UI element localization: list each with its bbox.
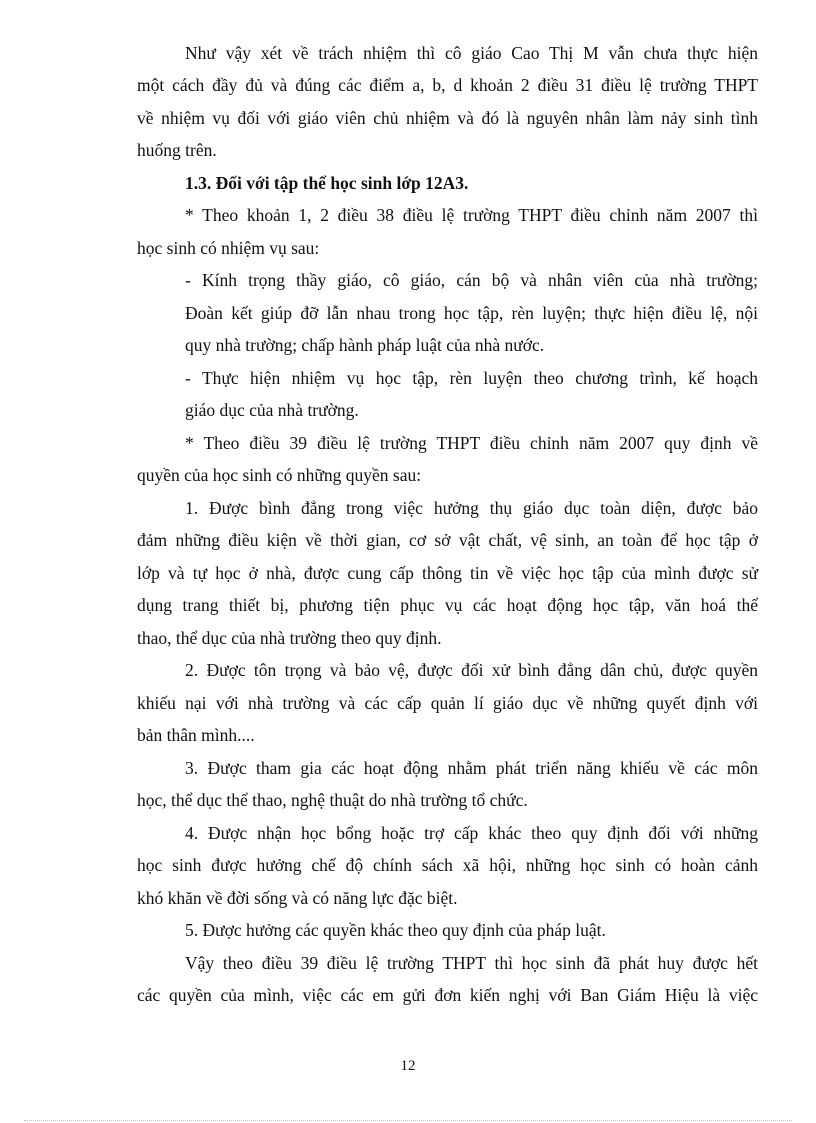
text-line: khiếu nại với nhà trường và các cấp quản lí giáo dục về những quyết định với [137, 693, 758, 713]
text-line: * Theo khoản 1, 2 điều 38 điều lệ trường THPT điều chỉnh năm 2007 thì [185, 205, 758, 225]
text-line: một cách đầy đủ và đúng các điểm a, b, d khoản 2 điều 31 điều lệ trường THPT [137, 75, 758, 95]
text-line: quyền của học sinh có những quyền sau: [137, 465, 422, 485]
text-line: học sinh được hưởng chế độ chính sách xã hội, những học sinh có hoàn cảnh [137, 855, 758, 875]
list-item-line: - Thực hiện nhiệm vụ học tập, rèn luyện theo chương trình, kế hoạch [185, 368, 758, 388]
text-line: các quyền của mình, việc các em gửi đơn kiến nghị với Ban Giám Hiệu là việc [137, 985, 758, 1005]
footer-dotted-rule [24, 1120, 792, 1121]
text-line: thao, thể dục của nhà trường theo quy định. [137, 628, 442, 648]
text-line: 3. Được tham gia các hoạt động nhằm phát triển năng khiếu về các môn [185, 758, 758, 778]
text-line: bản thân mình.... [137, 725, 255, 745]
text-line: đảm những điều kiện về thời gian, cơ sở vật chất, vệ sinh, an toàn để học tập ở [137, 530, 758, 550]
text-line: học sinh có nhiệm vụ sau: [137, 238, 320, 258]
text-line: khó khăn về đời sống và có năng lực đặc biệt. [137, 888, 458, 908]
text-line: lớp và tự học ở nhà, được cung cấp thông tin về việc học tập của mình được sử [137, 563, 758, 583]
text-line: Như vậy xét về trách nhiệm thì cô giáo Cao Thị M vẫn chưa thực hiện [185, 43, 758, 63]
text-line: 4. Được nhận học bổng hoặc trợ cấp khác theo quy định đối với những [185, 823, 758, 843]
text-line: Vậy theo điều 39 điều lệ trường THPT thì học sinh đã phát huy được hết [185, 953, 758, 973]
text-line: về nhiệm vụ đối với giáo viên chủ nhiệm và đó là nguyên nhân làm nảy sinh tình [137, 108, 758, 128]
text-line: 1. Được bình đẳng trong việc hưởng thụ giáo dục toàn diện, được bảo [185, 498, 758, 518]
text-line: * Theo điều 39 điều lệ trường THPT điều chỉnh năm 2007 quy định về [185, 433, 758, 453]
section-heading: 1.3. Đối với tập thể học sinh lớp 12A3. [185, 173, 469, 193]
text-line: 2. Được tôn trọng và bảo vệ, được đối xử bình đẳng dân chủ, được quyền [185, 660, 758, 680]
page-number: 12 [400, 1058, 416, 1074]
list-item-line: Đoàn kết giúp đỡ lẫn nhau trong học tập, rèn luyện; thực hiện điều lệ, nội [185, 303, 758, 323]
list-item-line: quy nhà trường; chấp hành pháp luật của nhà nước. [185, 335, 545, 355]
list-item-line: - Kính trọng thầy giáo, cô giáo, cán bộ và nhân viên của nhà trường; [185, 270, 758, 290]
text-line: 5. Được hưởng các quyền khác theo quy định của pháp luật. [185, 920, 606, 940]
text-line: huống trên. [137, 140, 217, 160]
list-item-line: giáo dục của nhà trường. [185, 400, 359, 420]
text-line: học, thể dục thể thao, nghệ thuật do nhà trường tổ chức. [137, 790, 528, 810]
text-line: dụng trang thiết bị, phương tiện phục vụ các hoạt động học tập, văn hoá thể [137, 595, 758, 615]
